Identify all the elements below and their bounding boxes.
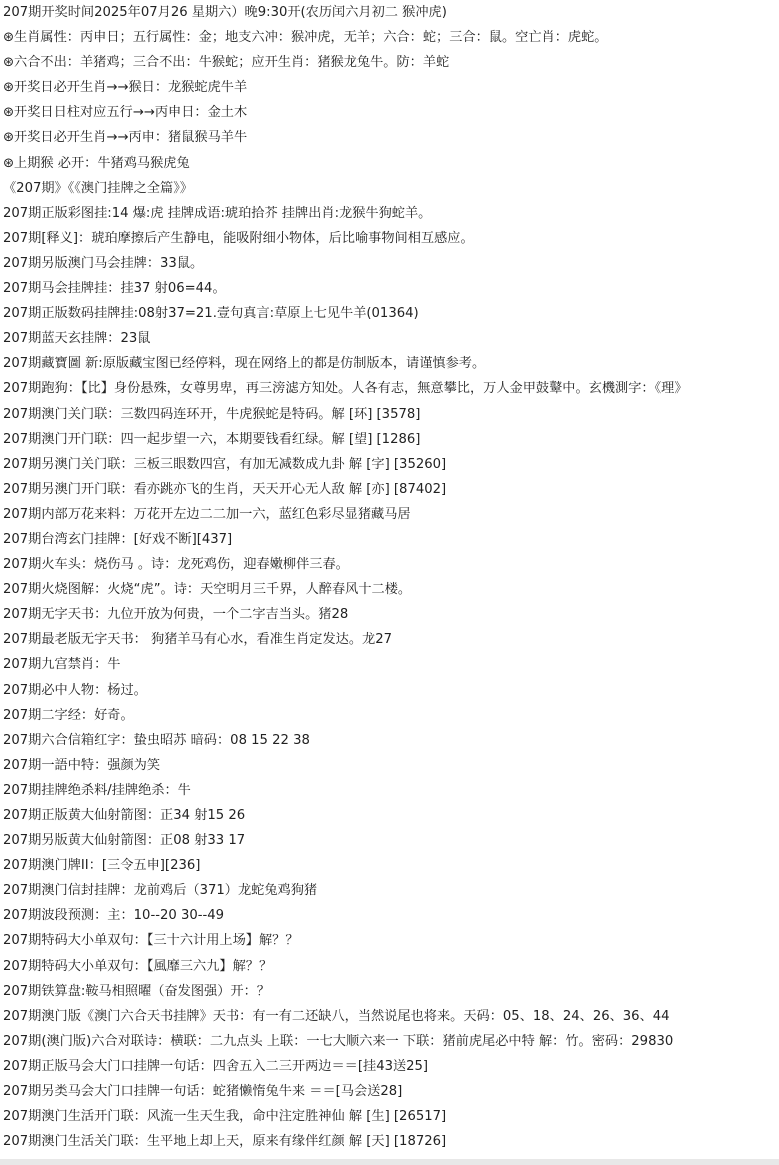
section-heading: 《207期》《《澳门挂牌之全篇》》 (3, 180, 193, 196)
text-line: 207期二字经：好奇。 (3, 707, 134, 723)
text-line: 207期另澳门关门联：三板三眼数四宫，有加无减数成九卦 解 [字] [35260] (3, 456, 447, 472)
text-line: 207期正版数码挂牌挂:08射37=21.壹句真言:草原上七见牛羊(01364) (3, 306, 419, 322)
text-line: 207期澳门牌II：[三令五申][236] (3, 858, 201, 874)
text-line: 207期澳门生活关门联：生平地上却上天，原来有缘伴红颜 解 [天] [18726] (3, 1134, 447, 1150)
text-line: 207期澳门版《澳门六合天书挂牌》天书：有一有二还缺八，当然说尾也将来。天码：05、18、24、26、36、44 (3, 1008, 670, 1024)
text-line: 207期蓝天玄挂牌：23鼠 (3, 331, 151, 347)
text-line: 207期正版马会大门口挂牌一句话：四舍五入二三开两边＝＝[挂43送25] (3, 1058, 429, 1074)
text-line: 207期澳门关门联：三数四码连环开，牛虎猴蛇是特码。解 [环] [3578] (3, 406, 421, 422)
text-line: 207期藏寶圖 新:原版藏宝图已经停料，现在网络上的都是仿制版本，请谨慎参考。 (3, 356, 486, 372)
text-line: 207期另类马会大门口挂牌一句话：蛇猪懒惰兔牛来 ＝＝[马会送28] (3, 1084, 403, 1100)
text-line: 207期开奖时间2025年07月26 星期六）晚9:30开(农历闰六月初二 猴冲虎) (3, 5, 447, 20)
text-line: ⊛开奖日必开生肖→→丙申：猪鼠猴马羊牛 (3, 130, 248, 146)
text-line: 207期六合信箱红字：蛰虫昭苏 暗码：08 15 22 38 (3, 732, 310, 748)
bottom-scroll-edge (0, 1159, 779, 1165)
text-line: ⊛六合不出：羊猪鸡；三合不出：牛猴蛇；应开生肖：猪猴龙兔牛。防：羊蛇 (3, 55, 450, 71)
text-line: 207期澳门开门联：四一起步望一六，本期要钱看红绿。解 [望] [1286] (3, 431, 421, 447)
text-line: 207期澳门生活开门联：风流一生天生我，命中注定胜神仙 解 [生] [26517] (3, 1109, 447, 1125)
text-line: 207期正版黄大仙射箭图：正34 射15 26 (3, 808, 246, 823)
text-line: 207期火车头：烧伤马 。诗：龙死鸡伤，迎春嫩柳伴三春。 (3, 557, 349, 573)
text-line: 207期(澳门版)六合对联诗：横联：二九点头 上联：一七大顺六来一 下联：猪前虎尾必中特 解：竹。密码：29830 (3, 1033, 674, 1049)
text-line: 207期一語中特：强颜为笑 (3, 757, 161, 773)
text-line: ⊛上期猴 必开：牛猪鸡马猴虎兔 (3, 155, 190, 171)
text-line: 207期另澳门开门联：看亦跳亦飞的生肖，天天开心无人敌 解 [亦] [87402] (3, 481, 447, 497)
text-line: 207期马会挂牌挂：挂37 射06=44。 (3, 281, 226, 297)
text-line: ⊛开奖日日柱对应五行→→丙申日：金土木 (3, 105, 248, 121)
text-line: 207期九宫禁肖：牛 (3, 657, 121, 673)
text-line: 207期无字天书：九位开放为何贵，一个二字吉当头。猪28 (3, 607, 349, 623)
text-line: 207期火烧图解：火烧“虎”。诗：天空明月三千界，人醉春风十二楼。 (3, 582, 412, 598)
text-line: ⊛生肖属性：丙申日；五行属性：金；地支六冲：猴冲虎，无羊；六合：蛇；三合：鼠。空亡肖：虎蛇。 (3, 30, 608, 46)
text-line: 207期特码大小单双句：【風靡三六九】解？？ (3, 958, 273, 974)
text-line: 207期另版澳门马会挂牌：33鼠。 (3, 255, 204, 271)
text-line: 207期特码大小单双句：【三十六计用上场】解？？ (3, 933, 299, 949)
text-line: 207期挂牌绝杀料/挂牌绝杀：牛 (3, 782, 191, 798)
text-line: 207期波段预测：主：10--20 30--49 (3, 908, 225, 924)
text-line: 207期铁算盘:鞍马相照曜（奋发图强）开：？ (3, 983, 270, 999)
text-line: 207期澳门信封挂牌：龙前鸡后（371）龙蛇兔鸡狗猪 (3, 883, 318, 899)
text-line: 207期正版彩图挂:14 爆:虎 挂牌成语:琥珀拾芥 挂牌出肖:龙猴牛狗蛇羊。 (3, 205, 432, 221)
text-line: 207期最老版无字天书： 狗猪羊马有心水，看准生肖定发达。龙27 (3, 632, 393, 648)
text-line: 207期另版黄大仙射箭图：正08 射33 17 (3, 833, 246, 849)
text-line: 207期内部万花来料：万花开左边二二加一六，蓝红色彩尽显猪藏马居 (3, 506, 411, 522)
text-line: 207期台湾玄门挂牌：[好戏不断][437] (3, 531, 233, 547)
text-line: 207期[释义]：琥珀摩擦后产生静电，能吸附细小物体，后比喻事物间相互感应。 (3, 230, 474, 246)
text-line: 207期跑狗：【比】身份悬殊，女尊男卑，再三滂滤方知处。人各有志，無意攀比，万人金甲鼓鼙中。玄機測字：《理》 (3, 381, 688, 397)
text-line: ⊛开奖日必开生肖→→猴日：龙猴蛇虎牛羊 (3, 80, 248, 96)
text-line: 207期必中人物：杨过。 (3, 682, 147, 698)
